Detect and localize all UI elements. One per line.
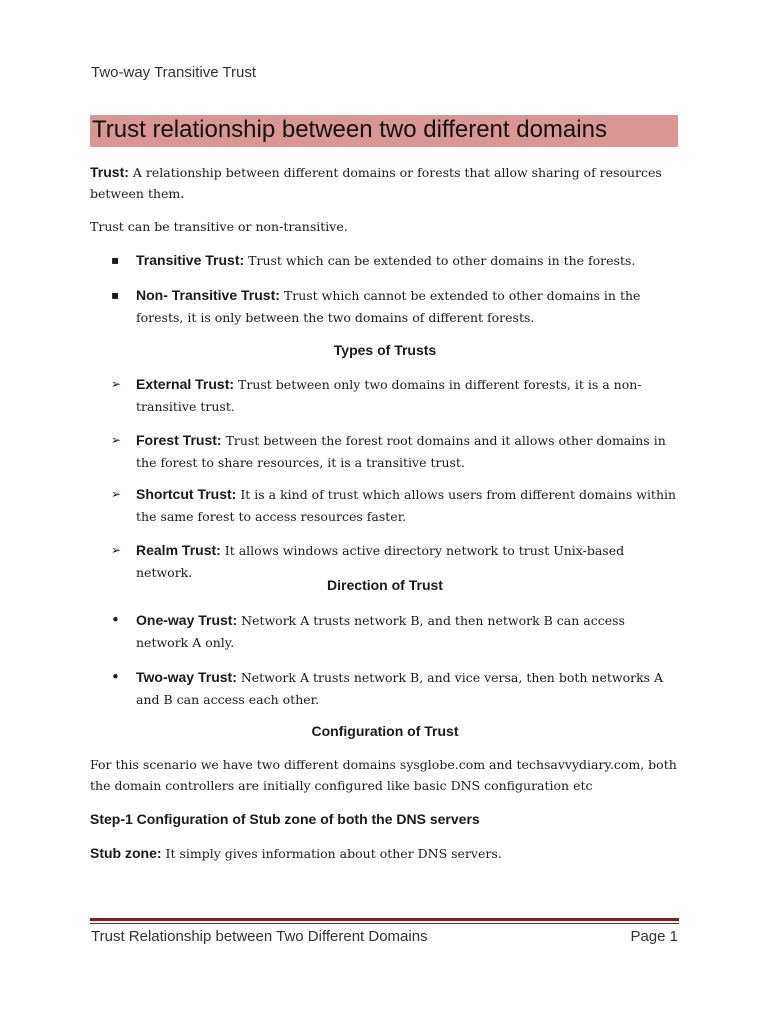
item-text: Trust which cannot be extended to other domains in the forests, it is only between the two domains of different forests. [136,288,641,325]
step-heading: Step-1 Configuration of Stub zone of both the DNS servers [90,811,480,827]
stub-label: Stub zone: [90,845,162,861]
item-text: Network A trusts network B, and then network B can access network A only. [136,613,625,650]
footer-divider [90,923,679,924]
arrow-marker: ➢ [111,543,122,557]
section-heading: Configuration of Trust [311,723,459,739]
list-item [136,249,681,272]
section-heading: Direction of Trust [327,577,443,593]
list-item [136,609,681,654]
item-text: Trust between the forest root domains and it allows other domains in the forest to share resources, it is a transitive trust. [136,433,666,470]
item-label: Transitive Trust: [136,252,245,268]
running-header: Two-way Transitive Trust [91,64,257,81]
trust-text: A relationship between different domains or forests that allow sharing of resources between them. [90,165,662,201]
title-band [90,115,678,147]
item-label: One-way Trust: [136,612,238,628]
item-label: Shortcut Trust: [136,486,237,502]
item-label: Realm Trust: [136,542,221,558]
dot-marker: • [111,611,120,629]
item-label: Two-way Trust: [136,669,237,685]
stub-zone-text [90,843,680,864]
list-item [136,483,681,528]
trust-definition [90,162,680,204]
item-label: Non- Transitive Trust: [136,287,280,303]
page-number: Page 1 [630,928,678,945]
page-title: Trust relationship between two different domains [92,116,607,143]
trust-label: Trust: [90,164,129,180]
arrow-marker: ➢ [111,433,122,447]
stub-text: It simply gives information about other DNS servers. [165,846,502,861]
arrow-marker: ➢ [111,487,122,501]
section-heading: Types of Trusts [333,342,437,358]
footer-divider [90,918,679,921]
list-item [136,284,681,329]
item-label: External Trust: [136,376,235,392]
list-item [136,373,681,418]
item-text: It is a kind of trust which allows users from different domains within the same forest to access resources faster. [136,487,677,524]
item-label: Forest Trust: [136,432,222,448]
config-text: For this scenario we have two different domains sysglobe.com and techsavvydiary.com, both the domain controllers are initially configured like basic DNS configuration etc [90,757,677,793]
dot-marker: • [111,668,120,686]
list-item [136,666,681,711]
bullet-marker: ▪ [111,288,120,302]
bullet-marker: ▪ [111,253,120,267]
item-text: Trust between only two domains in different forests, it is a non-transitive trust. [136,377,642,414]
list-item [136,429,681,474]
item-text: It allows windows active directory network to trust Unix-based network. [136,543,625,580]
arrow-marker: ➢ [111,377,122,391]
item-text: Trust which can be extended to other domains in the forests. [248,253,636,268]
transitivity-text: Trust can be transitive or non-transitive. [90,219,348,234]
item-text: Network A trusts network B, and vice versa, then both networks A and B can access each other. [136,670,664,707]
running-footer: Trust Relationship between Two Different Domains [91,928,428,945]
